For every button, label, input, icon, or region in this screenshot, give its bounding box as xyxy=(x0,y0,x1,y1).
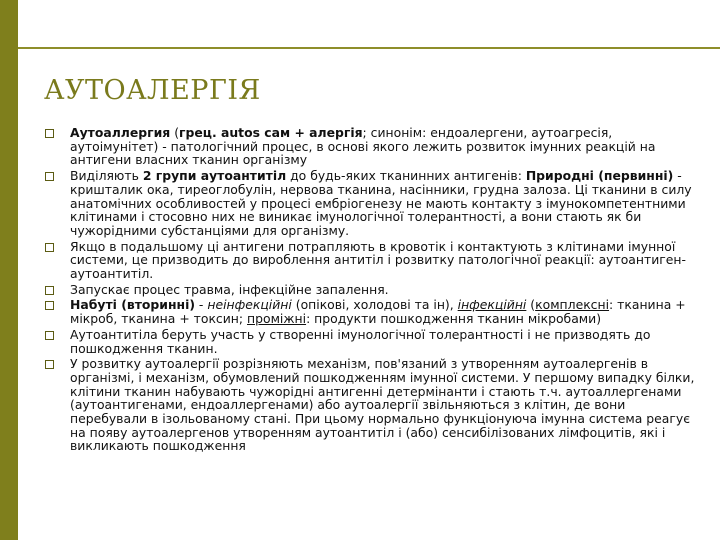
bullet-text xyxy=(70,356,694,453)
bullet-item xyxy=(44,328,704,355)
text-run: 2 групи аутоантитіл xyxy=(142,168,287,184)
text-run: грец. autos сам + алергія xyxy=(179,125,363,140)
bullet-text xyxy=(70,282,389,297)
header-divider xyxy=(18,47,720,49)
bullet-item xyxy=(44,298,704,325)
square-bullet-icon xyxy=(45,286,54,295)
bullet-item xyxy=(44,240,704,281)
bullet-item xyxy=(44,283,704,297)
text-run: ( xyxy=(170,125,180,140)
bullet-item xyxy=(44,357,704,453)
square-bullet-icon xyxy=(45,301,54,310)
bullet-item xyxy=(44,169,704,238)
bullet-text xyxy=(70,239,686,281)
slide-title: АУТОАЛЕРГІЯ xyxy=(44,75,261,106)
square-bullet-icon xyxy=(45,129,54,138)
text-run: інфекційні xyxy=(457,297,527,313)
text-run: - xyxy=(194,297,208,313)
bullet-item xyxy=(44,126,704,167)
square-bullet-icon xyxy=(45,360,54,369)
bullet-text xyxy=(70,125,656,167)
text-run: ; синонім: ендоалергени, аутоагресія, аутоімунітет) - патологічний процес, в основі якого лежить розвиток імунних реакцій на антигени власних тканин організму xyxy=(70,125,656,168)
text-run: Природні (первинні) xyxy=(525,168,674,184)
text-run: Виділяють xyxy=(70,168,143,184)
text-run: Якщо в подальшому ці антигени потрапляють в кровотік і контактують з клітинами імунної системи, це призводить до вироблення антитіл і розвитку патологічної реакції: аутоантиген-аутоантитіл. xyxy=(70,238,686,282)
square-bullet-icon xyxy=(45,243,54,252)
text-run: : продукти пошкодження тканин мікробами) xyxy=(306,311,602,327)
text-run: (опікові, холодові та ін), xyxy=(291,297,458,313)
bullet-text xyxy=(70,168,692,238)
text-run: неінфекційні xyxy=(207,297,292,313)
text-run: проміжні xyxy=(247,311,307,327)
bullet-text xyxy=(70,327,650,356)
bullet-text xyxy=(70,297,686,326)
square-bullet-icon xyxy=(45,331,54,340)
text-run: У розвитку аутоалергії розрізняють механізм, пов'язаний з утворенням аутоалергенів в організмі, і механізм, обумовлений пошкодженням імунної системи. У першому випадку білки, клітини тканин набувають чужорідні антигенні детермінанти і стають т.ч. аутоаллергенами (аутоантигенами, ендоаллергенами) або аутоалергії звільняються з клітин, де вони перебували в ізольованому стані. При цьому нормально функціонуюча імунна система реагує на появу аутоалергенов утворенням аутоантитіл і (або) сенсибілізованих лімфоцитів, які і викликають пошкодження xyxy=(70,356,695,454)
text-run: - кришталик ока, тиреоглобулін, нервова тканина, насінники, грудна залоза. Ці тканини в силу анатомічних особливостей у процесі ембріогенезу не мають контакту з імунокомпетентними клітинами і стосовно них не виникає імунологічної толерантності, а вони стають як би чужорідними субстанціями для організму. xyxy=(70,168,692,238)
text-run: комплексні xyxy=(535,297,610,313)
text-run: Набуті (вторинні) xyxy=(70,297,195,313)
text-run: Запускає процес травма, інфекційне запалення. xyxy=(70,281,389,297)
square-bullet-icon xyxy=(45,172,54,181)
text-run: до будь-яких тканинних антигенів: xyxy=(286,168,526,184)
text-run: Аутоантитіла беруть участь у створенні імунологічної толерантності і не призводять до пошкодження тканин. xyxy=(70,326,651,356)
text-run: : тканина + мікроб, тканина + токсин; xyxy=(70,297,686,327)
accent-sidebar-bar xyxy=(0,0,18,540)
text-run: Аутоаллергия xyxy=(70,125,171,140)
bullet-list xyxy=(44,126,704,455)
text-run: ( xyxy=(526,297,536,313)
